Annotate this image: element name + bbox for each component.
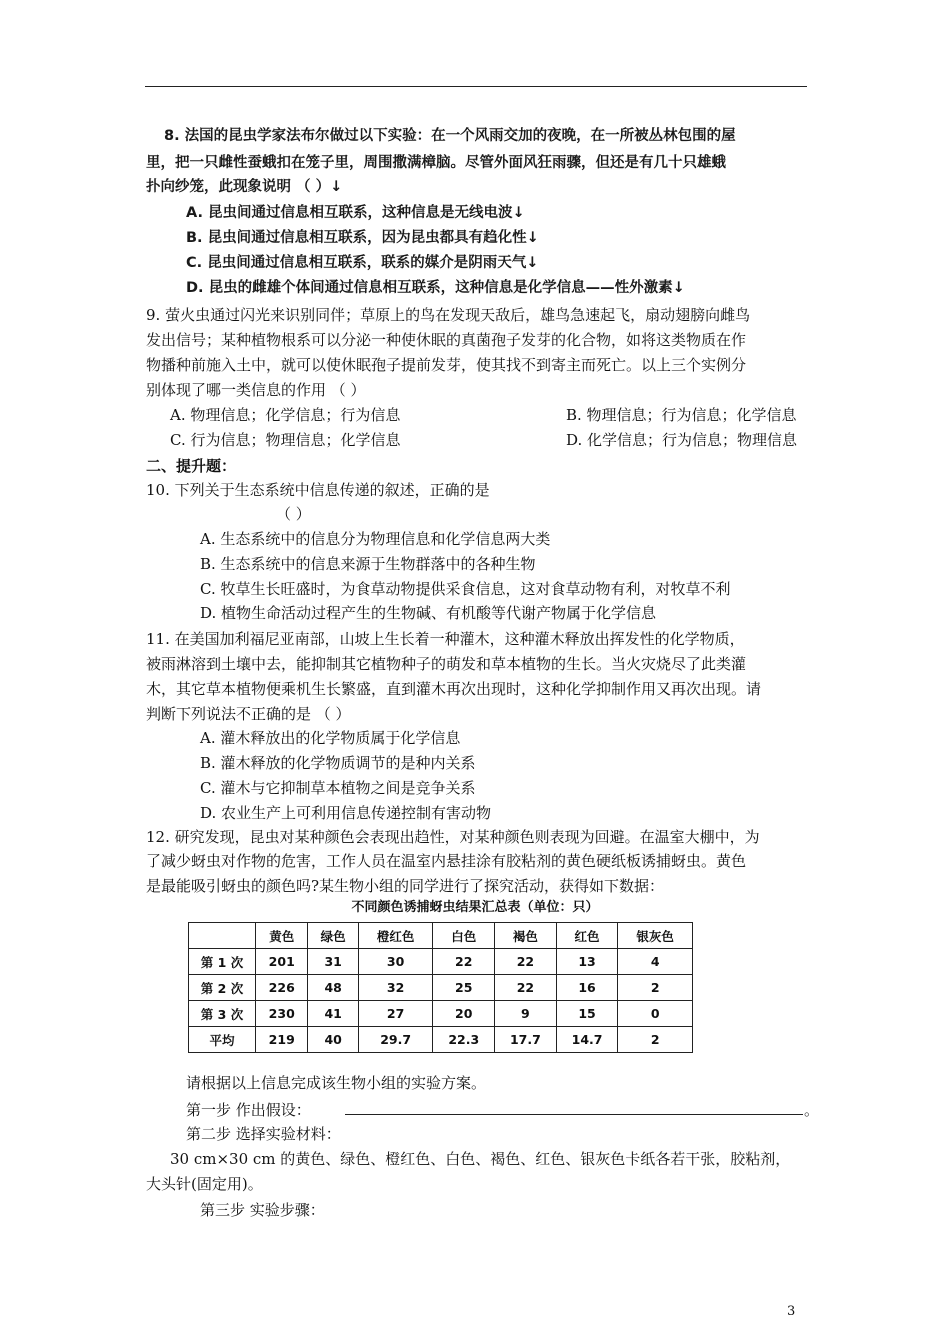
table-cell: 22	[495, 949, 557, 975]
data-table	[188, 922, 693, 1053]
table-cell: 201	[256, 949, 308, 975]
q11-option-b: B. 灌木释放的化学物质调节的是种内关系	[200, 754, 476, 772]
q8-option-b: B. 昆虫间通过信息相互联系，因为昆虫都具有趋化性↓	[186, 230, 539, 246]
step1-label: 第一步 作出假设：	[186, 1101, 311, 1119]
q10-stem: 10. 下列关于生态系统中信息传递的叙述，正确的是	[146, 481, 490, 499]
q9-option-c: C. 行为信息；物理信息；化学信息	[170, 431, 401, 449]
table-cell: 2	[618, 1027, 693, 1053]
table-cell: 第 3 次	[189, 1001, 256, 1027]
header-cell: 红色	[556, 923, 618, 949]
q10-option-b: B. 生态系统中的信息来源于生物群落中的各种生物	[200, 555, 536, 573]
table-cell: 27	[358, 1001, 433, 1027]
q12-line-2: 了减少蚜虫对作物的危害，工作人员在温室内悬挂涂有胶粘剂的黄色硬纸板诱捕蚜虫。黄色	[146, 852, 747, 870]
q9-option-d: D. 化学信息；行为信息；物理信息	[566, 431, 798, 449]
table-cell: 22	[495, 975, 557, 1001]
step3-label: 第三步 实验步骤：	[200, 1201, 325, 1219]
materials-line-2: 大头针(固定用)。	[146, 1175, 263, 1193]
materials-line-1: 30 cm×30 cm 的黄色、绿色、橙红色、白色、褐色、红色、银灰色卡纸各若干张，胶粘剂，	[170, 1150, 791, 1168]
table-cell: 0	[618, 1001, 693, 1027]
table-cell: 20	[433, 1001, 495, 1027]
step1-period: 。	[804, 1101, 820, 1119]
table-row	[189, 975, 693, 1001]
q8-line-1: 8. 法国的昆虫学家法布尔做过以下实验：在一个风雨交加的夜晚，在一所被丛林包围的屋	[164, 128, 736, 144]
section-heading: 二、提升题：	[146, 457, 237, 475]
table-cell: 第 1 次	[189, 949, 256, 975]
table-cell: 40	[308, 1027, 358, 1053]
q10-option-a: A. 生态系统中的信息分为物理信息和化学信息两大类	[200, 530, 551, 548]
header-rule	[145, 86, 807, 87]
q9-option-b: B. 物理信息；行为信息；化学信息	[566, 406, 797, 424]
table-cell: 31	[308, 949, 358, 975]
table-cell: 14.7	[556, 1027, 618, 1053]
step2-label: 第二步 选择实验材料：	[186, 1125, 341, 1143]
table-cell: 41	[308, 1001, 358, 1027]
q9-line-4: 别体现了哪一类信息的作用 （ ）	[146, 381, 366, 399]
table-cell: 9	[495, 1001, 557, 1027]
q11-line-2: 被雨淋溶到土壤中去，能抑制其它植物种子的萌发和草本植物的生长。当火灾烧尽了此类灌	[146, 655, 747, 673]
q12-line-1: 12. 研究发现，昆虫对某种颜色会表现出趋性，对某种颜色则表现为回避。在温室大棚中，为	[146, 828, 760, 846]
q9-line-1: 9. 萤火虫通过闪光来识别同伴；草原上的鸟在发现天敌后，雄鸟急速起飞，扇动翅膀向雌鸟	[146, 306, 751, 324]
table-cell: 230	[256, 1001, 308, 1027]
q9-line-2: 发出信号；某种植物根系可以分泌一种使休眠的真菌孢子发芽的化合物，如将这类物质在作	[146, 331, 747, 349]
table-cell: 22	[433, 949, 495, 975]
table-cell: 219	[256, 1027, 308, 1053]
table-header-row	[189, 923, 693, 949]
q11-option-c: C. 灌木与它抑制草本植物之间是竞争关系	[200, 779, 476, 797]
header-cell: 白色	[433, 923, 495, 949]
header-cell: 银灰色	[618, 923, 693, 949]
table-cell: 4	[618, 949, 693, 975]
q10-option-c: C. 牧草生长旺盛时，为食草动物提供采食信息，这对食草动物有利，对牧草不利	[200, 580, 731, 598]
table-cell: 15	[556, 1001, 618, 1027]
q8-option-d: D. 昆虫的雌雄个体间通过信息相互联系，这种信息是化学信息——性外激素↓	[186, 280, 685, 296]
table-cell: 29.7	[358, 1027, 433, 1053]
table-title: 不同颜色诱捕蚜虫结果汇总表（单位：只）	[351, 900, 599, 915]
q12-line-3: 是最能吸引蚜虫的颜色吗?某生物小组的同学进行了探究活动，获得如下数据：	[146, 877, 665, 895]
table-row	[189, 1027, 693, 1053]
hypothesis-blank	[345, 1114, 803, 1115]
q9-option-a: A. 物理信息；化学信息；行为信息	[170, 406, 401, 424]
table-cell: 48	[308, 975, 358, 1001]
table-cell: 17.7	[495, 1027, 557, 1053]
header-cell: 绿色	[308, 923, 358, 949]
page-number: 3	[787, 1304, 796, 1319]
q8-line-2: 里，把一只雌性蚕蛾扣在笼子里，周围撒满樟脑。尽管外面风狂雨骤，但还是有几十只雄蛾	[146, 155, 726, 171]
table-cell: 226	[256, 975, 308, 1001]
q11-line-4: 判断下列说法不正确的是 （ ）	[146, 705, 351, 723]
q11-line-1: 11. 在美国加利福尼亚南部，山坡上生长着一种灌木，这种灌木释放出挥发性的化学物质，	[146, 630, 745, 648]
header-cell: 褐色	[495, 923, 557, 949]
q8-option-c: C. 昆虫间通过信息相互联系，联系的媒介是阴雨天气↓	[186, 255, 539, 271]
table-cell: 2	[618, 975, 693, 1001]
header-cell: 橙红色	[358, 923, 433, 949]
q11-line-3: 木，其它草本植物便乘机生长繁盛，直到灌木再次出现时，这种化学抑制作用又再次出现。请	[146, 680, 762, 698]
table-row	[189, 949, 693, 975]
q10-blank: （ ）	[276, 505, 311, 523]
table-cell: 13	[556, 949, 618, 975]
q8-option-a: A. 昆虫间通过信息相互联系，这种信息是无线电波↓	[186, 205, 525, 221]
q11-option-d: D. 农业生产上可利用信息传递控制有害动物	[200, 804, 492, 822]
q8-line-3: 扑向纱笼，此现象说明 （ ）↓	[146, 179, 343, 195]
header-cell	[189, 923, 256, 949]
table-cell: 25	[433, 975, 495, 1001]
q12-instruction: 请根据以上信息完成该生物小组的实验方案。	[186, 1074, 487, 1092]
table-cell: 32	[358, 975, 433, 1001]
q9-line-3: 物播种前施入土中，就可以使休眠孢子提前发芽，使其找不到寄主而死亡。以上三个实例分	[146, 356, 747, 374]
table-cell: 30	[358, 949, 433, 975]
table-row	[189, 1001, 693, 1027]
q10-option-d: D. 植物生命活动过程产生的生物碱、有机酸等代谢产物属于化学信息	[200, 604, 657, 622]
table-cell: 平均	[189, 1027, 256, 1053]
table-cell: 22.3	[433, 1027, 495, 1053]
table-cell: 16	[556, 975, 618, 1001]
table-cell: 第 2 次	[189, 975, 256, 1001]
q11-option-a: A. 灌木释放出的化学物质属于化学信息	[200, 729, 461, 747]
header-cell: 黄色	[256, 923, 308, 949]
